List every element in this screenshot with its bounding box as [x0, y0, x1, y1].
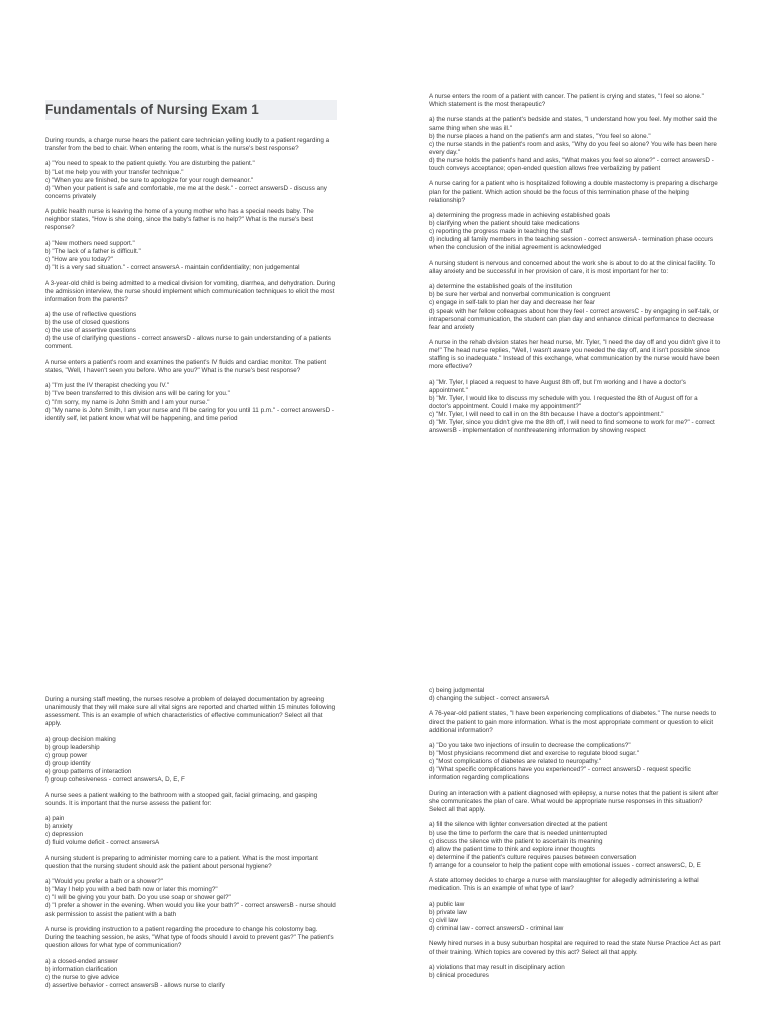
text-line: A nurse sees a patient walking to the bathroom with a stooped gait, facial grimacing, and gasping sounds. It is important that the nurse assess the patient for:: [45, 791, 319, 807]
text-line: b) information clarification: [45, 965, 118, 973]
answer-options: [429, 283, 721, 332]
text-line: d) the nurse holds the patient's hand and asks, "What makes you feel so alone?" - correct answersD - touch conveys acceptance; open-ended question allows free verbalizing by patient: [429, 156, 716, 173]
text-line: c) depression: [45, 831, 84, 839]
text-line: During an interaction with a patient diagnosed with epilepsy, a nurse notes that the patient is silent after she communicates the plan of care. What would be appropriate nurse responses in this situation? Select all that apply.: [429, 789, 721, 814]
text-line: e) group patterns of interaction: [45, 768, 132, 776]
text-line: a) "Mr. Tyler, I placed a request to have August 8th off, but I'm working and I have a doctor's appointment.": [429, 378, 688, 394]
text-line: b) private law: [429, 908, 467, 916]
text-line: a) determining the progress made in achieving established goals: [429, 212, 611, 220]
text-line: A nurse enters the room of a patient with cancer. The patient is crying and states, "I feel so alone." Which statement is the most therapeutic?: [429, 93, 706, 109]
text-line: d) assertive behavior - correct answersB - allows nurse to clarify: [45, 981, 225, 989]
text-line: A nurse in the rehab division states her head nurse, Mr. Tyler, "I need the day off and you didn't give it to me!" The head nurse replies, "Well, I wasn't aware you needed the day off, and it isn't possible since staffing is so inadequate." Instead of this exchange, what communication by the nurse would have been more effective?: [429, 339, 723, 371]
question-paragraph: [429, 93, 721, 109]
text-line: b) "May I help you with a bed bath now or later this morning?": [45, 886, 218, 894]
text-line: e) determine if the patient's culture requires pauses between conversation: [429, 853, 637, 861]
text-line: d) "My name is John Smith, I am your nurse and I'll be caring for you until 11 p.m." - correct answersD - identify self, let patient know what will be happening, and time period: [45, 406, 336, 422]
answer-options: [429, 379, 721, 436]
question-paragraph: [429, 339, 721, 371]
text-line: a) "Do you take two injections of insulin to decrease the complications?": [429, 742, 631, 750]
text-line: A nursing student is nervous and concerned about the work she is about to do at the clinical facility. To allay anxiety and be successful in her provision of care, it is most important for her to:: [429, 259, 717, 275]
page-2-right-column: [429, 687, 721, 987]
text-line: c) the nurse stands in the patient's room and asks, "Why do you feel so alone? You wife has been here every day.": [429, 140, 719, 156]
text-line: A nurse caring for a patient who is hospitalized following a double mastectomy is preparing a discharge plan for the patient. Which action should be the focus of this termination phase of the helping relationship?: [429, 180, 720, 204]
text-line: d) "It is a very sad situation." - correct answersA - maintain confidentiality; non judgemental: [45, 264, 300, 272]
text-line: c) the use of assertive questions: [45, 327, 136, 335]
question-paragraph: [429, 180, 721, 204]
answer-options: [45, 958, 337, 990]
text-line: f) group cohesiveness - correct answersA, D, E, F: [45, 776, 185, 784]
text-line: d) fluid volume deficit - correct answersA: [45, 839, 160, 847]
answer-options: [429, 212, 721, 252]
text-line: b) use the time to perform the care that is needed uninterrupted: [429, 829, 608, 837]
text-line: c) discuss the silence with the patient to ascertain its meaning: [429, 837, 603, 845]
answer-options: [45, 311, 337, 351]
text-line: Newly hired nurses in a busy suburban hospital are required to read the state Nurse Practice Act as part of their training. Which topics are covered by this act? Select all that apply.: [429, 940, 723, 956]
text-line: c) reporting the progress made in teaching the staff: [429, 228, 573, 236]
text-line: b) "The lack of a father is difficult.": [45, 247, 141, 255]
text-line: c) being judgmental: [429, 687, 485, 694]
document-title: Fundamentals of Nursing Exam 1: [45, 100, 337, 120]
text-line: d) allow the patient time to think and explore inner thoughts: [429, 845, 596, 853]
text-line: a) violations that may result in disciplinary action: [429, 963, 565, 971]
text-line: b) "Mr. Tyler, I would like to discuss my schedule with you. I requested the 8th of August off for a doctor's appointment. Could I make my appointment?": [429, 394, 700, 411]
text-line: b) "Let me help you with your transfer technique.": [45, 168, 184, 176]
answer-options: [45, 736, 337, 785]
question-paragraph: [45, 792, 337, 808]
text-line: c) "When you are finished, be sure to apologize for your rough demeanor.": [45, 176, 254, 184]
text-line: d) the use of clarifying questions - correct answersD - allows nurse to gain understanding of a patients comment.: [45, 335, 333, 351]
text-line: b) anxiety: [45, 823, 73, 831]
question-paragraph: [45, 359, 337, 375]
page-1-right-column: [429, 93, 721, 443]
text-line: During rounds, a charge nurse hears the patient care technician yelling loudly to a patient regarding a transfer from the bed to chair. When entering the room, what is the nurse's best response?: [45, 137, 331, 153]
text-line: a) a closed-ended answer: [45, 957, 118, 965]
text-line: c) "How are you today?": [45, 256, 113, 264]
text-line: d) including all family members in the teaching session - correct answersA - termination phase occurs when the conclusion of the initial agreement is acknowledged: [429, 236, 715, 252]
answer-options: [45, 382, 337, 422]
text-line: A 76-year-old patient states, "I have been experiencing complications of diabetes." The nurse needs to direct the patient to gain more information. What is the most appropriate comment or question to elicit additional information?: [429, 710, 718, 734]
text-line: d) "I prefer a shower in the evening. When would you like your bath?" - correct answersB - nurse should ask permission to assist the patient with a bath: [45, 902, 338, 918]
text-line: A nurse enters a patient's room and examines the patient's IV fluids and cardiac monitor. The patient states, "Well, I haven't seen you before. Who are you?" What is the nurse's best response?: [45, 358, 328, 374]
document-page-2: [0, 682, 768, 1024]
question-paragraph: [45, 208, 337, 232]
text-line: b) the nurse places a hand on the patient's arm and states, "You feel so alone.": [429, 132, 651, 140]
question-paragraph: [45, 926, 337, 950]
text-line: a) the nurse stands at the patient's bedside and states, "I understand how you feel. My mother said the same thing when she was ill.": [429, 116, 719, 132]
text-line: b) clinical procedures: [429, 972, 489, 979]
text-line: a) "New mothers need support.": [45, 239, 135, 247]
text-line: b) be sure her verbal and nonverbal communication is congruent: [429, 291, 611, 299]
text-line: A state attorney decides to charge a nurse with manslaughter for allegedly administering a lethal medication. This is an example of what type of law?: [429, 877, 701, 893]
text-line: A nursing student is preparing to administer morning care to a patient. What is the most important question that the nursing student should ask the patient about personal hygiene?: [45, 854, 320, 870]
text-line: d) "What specific complications have you experienced?" - correct answersD - request specific information regarding complications: [429, 766, 693, 782]
text-line: f) arrange for a counselor to help the patient cope with emotional issues - correct answersC, D, E: [429, 861, 701, 869]
text-line: a) the use of reflective questions: [45, 311, 137, 319]
text-line: a) group decision making: [45, 735, 116, 743]
answer-options: [45, 160, 337, 200]
text-line: c) "Most complications of diabetes are related to neuropathy.": [429, 758, 602, 766]
text-line: d) criminal law - correct answersD - criminal law: [429, 925, 564, 933]
answer-options: [429, 901, 721, 933]
text-line: A 3-year-old child is being admitted to a medical division for vomiting, diarrhea, and dehydration. During the admission interview, the nurse should implement which communication techniques to elicit the most information from the parents?: [45, 279, 337, 303]
text-line: d) "When your patient is safe and comfortable, me me at the desk." - correct answersD - discuss any concerns privately: [45, 184, 329, 200]
question-paragraph: [429, 877, 721, 893]
text-line: c) group power: [45, 751, 88, 759]
answer-options: [45, 815, 337, 847]
text-line: b) "I've been transferred to this division ans will be caring for you.": [45, 390, 230, 398]
question-paragraph: [45, 280, 337, 304]
text-line: b) the use of closed questions: [45, 319, 130, 327]
page-1-left-column: [45, 137, 337, 430]
text-line: d) group identity: [45, 759, 91, 767]
answer-options: [429, 687, 721, 703]
question-paragraph: [45, 855, 337, 871]
question-paragraph: [429, 710, 721, 734]
question-paragraph: [45, 137, 337, 153]
text-line: a) determine the established goals of the institution: [429, 283, 573, 291]
answer-options: [429, 116, 721, 173]
answer-options: [429, 821, 721, 870]
text-line: c) "I will be giving you your bath. Do you use soap or shower gel?": [45, 894, 231, 902]
question-paragraph: [429, 260, 721, 276]
question-paragraph: [429, 790, 721, 814]
text-line: c) engage in self-talk to plan her day and decrease her fear: [429, 299, 596, 307]
text-line: a) "You need to speak to the patient quietly. You are disturbing the patient.": [45, 160, 255, 168]
text-line: d) changing the subject - correct answersA: [429, 695, 550, 703]
text-line: A nurse is providing instruction to a patient regarding the procedure to change his colostomy bag. During the teaching session, he asks, "What type of foods should I avoid to prevent gas?" The patient's question allows for what type of communication?: [45, 925, 336, 950]
text-line: b) "Most physicians recommend diet and exercise to regulate blood sugar.": [429, 750, 639, 758]
text-line: a) fill the silence with lighter conversation directed at the patient: [429, 821, 608, 829]
text-line: A public health nurse is leaving the home of a young mother who has a special needs baby. The neighbor states, "How is she doing, since the baby's father is no help?" What is the nurse's best response?: [45, 208, 316, 232]
question-paragraph: [45, 696, 337, 728]
text-line: c) civil law: [429, 916, 458, 924]
text-line: d) speak with her fellow colleagues about how they feel - correct answersC - by engaging in self-talk, or intrapersonal communication, the student can plan day and enhance clinical performance to decrease fear and anxiety: [429, 307, 721, 331]
answer-options: [45, 878, 337, 918]
answer-options: [429, 742, 721, 782]
text-line: d) "Mr. Tyler, since you didn't give me the 8th off, I will need to find someone to work for me?" - correct answersB - implementation of nonthreatening information by showing respect: [429, 419, 717, 435]
text-line: a) public law: [429, 900, 465, 908]
text-line: b) group leadership: [45, 743, 100, 751]
page-2-left-column: [45, 696, 337, 997]
answer-options: [429, 964, 721, 980]
text-line: a) "Would you prefer a bath or a shower?": [45, 878, 163, 886]
text-line: c) "Mr. Tyler, I will need to call in on the 8th because I have a doctor's appointment.": [429, 411, 664, 419]
page-separator: [0, 675, 768, 682]
answer-options: [45, 240, 337, 272]
question-paragraph: [429, 940, 721, 956]
text-line: a) "I'm just the IV therapist checking you IV.": [45, 382, 169, 390]
text-line: During a nursing staff meeting, the nurses resolve a problem of delayed documentation by agreeing unanimously that they will make sure all vital signs are reported and charted within 15 minutes following assessment. This is an example of which characteristics of effective communication? Select all that apply.: [45, 696, 337, 728]
text-line: a) pain: [45, 815, 65, 823]
text-line: c) the nurse to give advice: [45, 973, 120, 981]
text-line: c) "I'm sorry, my name is John Smith and I am your nurse.": [45, 398, 210, 406]
text-line: b) clarifying when the patient should take medications: [429, 220, 580, 228]
